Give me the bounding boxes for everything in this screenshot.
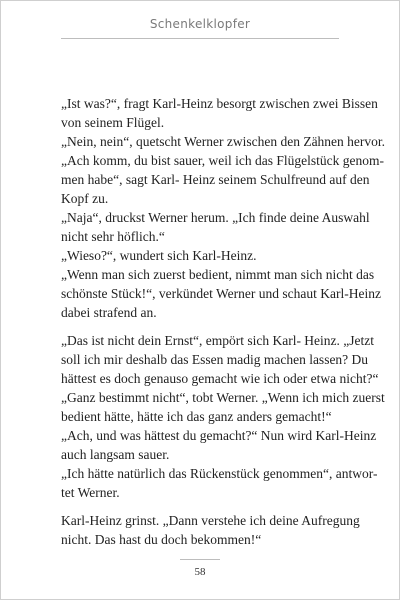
text-line: „Ganz bestimmt nicht“, tobt Werner. „Wenn ich mich zuerst — [61, 390, 385, 405]
text-line: „Ist was?“, fragt Karl-Heinz besorgt zwischen zwei Bissen — [61, 96, 378, 111]
paragraph-2 — [61, 331, 385, 502]
text-line: „Wieso?“, wundert sich Karl-Heinz. — [61, 248, 257, 263]
text-line: Karl-Heinz grinst. „Dann verstehe ich deine Aufregung — [61, 513, 360, 528]
body-text — [61, 94, 386, 549]
text-line: auch langsam sauer. — [61, 447, 170, 462]
text-line: hättest es doch genauso gemacht wie ich oder etwa nicht?“ — [61, 371, 379, 386]
footer-rule — [180, 559, 220, 560]
page-number: 58 — [194, 566, 206, 578]
text-line: „Ich hätte natürlich das Rückenstück genommen“, antwor- — [61, 466, 378, 481]
text-line: tet Werner. — [61, 485, 120, 500]
text-line: nicht sehr höflich.“ — [61, 229, 165, 244]
text-line: „Ach, und was hättest du gemacht?“ Nun wird Karl-Heinz — [61, 428, 377, 443]
text-line: bedient hätte, hätte ich das ganz anders gemacht!“ — [61, 409, 332, 424]
text-line: von seinem Flügel. — [61, 115, 165, 130]
text-line: schönste Stück!“, verkündet Werner und schaut Karl-Heinz — [61, 286, 381, 301]
text-line: „Das ist nicht dein Ernst“, empört sich Karl- Heinz. „Jetzt — [61, 333, 375, 348]
text-line: „Nein, nein“, quetscht Werner zwischen den Zähnen hervor. — [61, 134, 386, 149]
text-line: nicht. Das hast du doch bekommen!“ — [61, 532, 262, 547]
header-rule — [61, 38, 339, 39]
text-line: Kopf zu. — [61, 191, 109, 206]
text-line: dabei strafend an. — [61, 305, 157, 320]
paragraph-3 — [61, 511, 360, 549]
text-line: „Wenn man sich zuerst bedient, nimmt man sich nicht das — [61, 267, 375, 282]
paragraph-1 — [61, 94, 386, 322]
text-line: soll ich mir deshalb das Essen madig machen lassen? Du — [61, 352, 369, 367]
paragraph-gap — [61, 322, 351, 331]
text-line: men habe“, sagt Karl- Heinz seinem Schulfreund auf den — [61, 172, 370, 187]
text-line: „Ach komm, du bist sauer, weil ich das Flügelstück genom- — [61, 153, 385, 168]
paragraph-gap — [61, 502, 351, 511]
text-line: „Naja“, druckst Werner herum. „Ich finde deine Auswahl — [61, 210, 370, 225]
running-head: Schenkelklopfer — [149, 17, 251, 31]
